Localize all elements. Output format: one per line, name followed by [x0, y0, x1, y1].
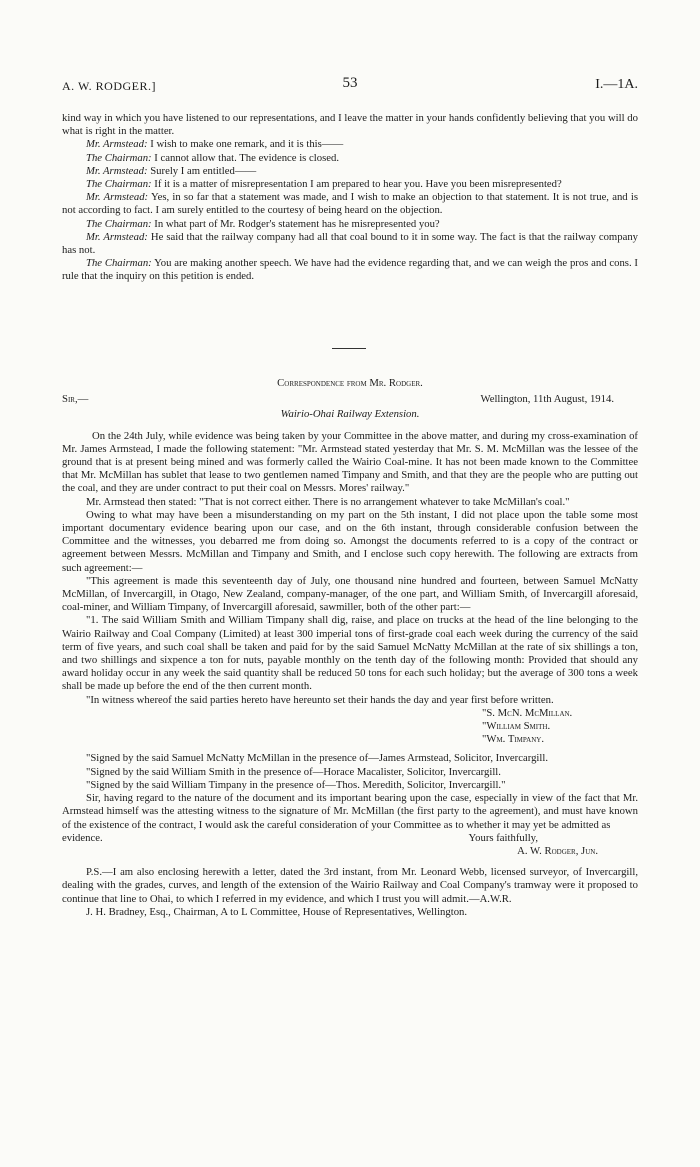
- page-header: [62, 75, 638, 100]
- attestation: "Signed by the said William Timpany in the presence of—Thos. Meredith, Solicitor, Invercargill.": [86, 778, 506, 791]
- attestation: "Signed by the said William Smith in the presence of—Horace Macalister, Solicitor, Invercargill.: [86, 765, 501, 778]
- dialogue-line: [62, 138, 638, 151]
- letter-heading: Correspondence from Mr. Rodger.: [277, 377, 423, 389]
- speaker: The Chairman:: [86, 217, 152, 230]
- letter-paragraph-end: evidence.: [62, 831, 103, 844]
- dialogue-line: [62, 231, 638, 257]
- dialogue-line: [62, 257, 638, 283]
- letter-paragraph: Mr. Armstead then stated: "That is not correct either. There is no arrangement whatever to take McMillan's coal.": [86, 495, 570, 508]
- speaker: Mr. Armstead:: [86, 191, 149, 204]
- speaker: The Chairman:: [86, 151, 152, 164]
- speech: You are making another speech. We have had the evidence regarding that, and we can weigh the pros and cons. I rule that the inquiry on this petition is ended.: [62, 257, 638, 283]
- header-author: A. W. RODGER.]: [62, 79, 157, 93]
- page-number: 53: [342, 75, 358, 91]
- speaker: The Chairman:: [86, 178, 152, 191]
- dialogue-line: [62, 165, 638, 178]
- header-reference: I.—1A.: [595, 77, 638, 92]
- closing-line: [62, 832, 638, 845]
- transcript-paragraph: kind way in which you have listened to our representations, and I leave the matter in your hands confidently believing that you will do what is right in the matter.: [62, 112, 638, 138]
- addressee: J. H. Bradney, Esq., Chairman, A to L Committee, House of Representatives, Wellington.: [86, 905, 468, 918]
- dialogue-line: [62, 152, 638, 165]
- speaker: The Chairman:: [86, 257, 152, 270]
- dialogue-line: [62, 178, 638, 191]
- attestation: "Signed by the said Samuel McNatty McMillan in the presence of—James Armstead, Solicitor, Invercargill.: [86, 752, 549, 765]
- dialogue-line: [62, 191, 638, 217]
- signature-timpany: "Wm. Timpany.: [482, 733, 544, 746]
- witness-clause: "In witness whereof the said parties hereto have hereunto set their hands the day and year first before written.: [86, 693, 554, 706]
- signature-mcmillan: "S. McN. McMillan.: [482, 706, 573, 719]
- speech: He said that the railway company had all that coal bound to it in some way. The fact is that the railway company has not.: [62, 230, 639, 257]
- closing: Yours faithfully,: [468, 831, 538, 844]
- speech: I wish to make one remark, and it is this——: [150, 138, 344, 151]
- speech: Surely I am entitled——: [150, 164, 257, 177]
- letter-section: [62, 377, 638, 919]
- postscript: P.S.—I am also enclosing herewith a letter, dated the 3rd instant, from Mr. Leonard Webb, licensed surveyor, of Invercargill, dealing with the grades, curves, and length of the extension of the Wairio Railway and Coal Company's tramway were it proposed to continue that line to Ohai, to which I referred in my evidence, and which I trust you will admit.—A.W.R.: [62, 866, 638, 905]
- signature-smith: "William Smith.: [482, 720, 551, 733]
- section-divider: [332, 348, 366, 349]
- speech: If it is a matter of misrepresentation I am prepared to hear you. Have you been misrepresented?: [154, 178, 562, 191]
- transcript-section: [62, 112, 638, 284]
- agreement-clause: "1. The said William Smith and William Timpany shall dig, raise, and place on trucks at the head of the line belonging to the Wairio Railway and Coal Company (Limited) at least 300 imperial tons of first-grade coal each week during the currency of the said term of five years, and such coal shall be taken and paid for by the said Samuel McNatty McMillan at the rate of six shillings a ton, and two shillings and sixpence a ton for nuts, payable monthly on the tenth day of the following month: Provided that should any award holiday occur in any week the said quantity shall be reduced 50 tons for each such holiday; but the average of 300 tons a week shall be made up before the end of the then current month.: [62, 614, 638, 693]
- salutation: Sir,—: [62, 393, 89, 406]
- letter-signature: A. W. Rodger, Jun.: [517, 844, 598, 857]
- letter-dateline: [62, 393, 638, 406]
- letter-subject: Wairio-Ohai Railway Extension.: [280, 408, 420, 421]
- letter-paragraph: Owing to what may have been a misunderstanding on my part on the 5th instant, I did not place upon the table some most important documentary evidence bearing upon our case, and on the 6th instant, through considerable confusion between the Committee and the witnesses, you debarred me from doing so. Amongst the documents referred to is a copy of the contract or agreement between Messrs. McMillan and Timpany and Smith, and I enclose such copy herewith. The following are extracts from such agreement:—: [62, 508, 638, 574]
- dialogue-line: [62, 218, 638, 231]
- speaker: Mr. Armstead:: [86, 138, 148, 151]
- agreement-quote: "This agreement is made this seventeenth day of July, one thousand nine hundred and fourteen, between Samuel McNatty McMillan, of Invercargill, in Otago, New Zealand, company-manager, of the one part, and William Smith, of Invercargill aforesaid, coal-miner, and William Timpany, of Invercargill aforesaid, sawmiller, both of the other part:—: [62, 574, 638, 614]
- letter-paragraph: Sir, having regard to the nature of the document and its important bearing upon the case, especially in view of the fact that Mr. Armstead himself was the attesting witness to the signature of Mr. McMillan (the first party to the agreement), and must have known of the existence of the contract, I would ask the careful consideration of your Committee as to whether it may yet be admitted as: [62, 792, 638, 831]
- speech: In what part of Mr. Rodger's statement has he misrepresented you?: [154, 217, 440, 230]
- letter-paragraph: On the 24th July, while evidence was being taken by your Committee in the above matter, and during my cross-examination of Mr. James Armstead, I made the following statement: "Mr. Armstead stated yesterday that Mr. S. M. McMillan was the lessee of the ground that is at present being mined and was formerly called the Wairio Coal-mine. It has not been made known to the Committee that Mr. McMillan has sublet that lease to two gentlemen named Timpany and Smith, and that they are the people who are putting out the coal, and they are under contract to put their coal on Messrs. Mores' railway.": [62, 429, 638, 495]
- speaker: Mr. Armstead:: [86, 230, 148, 243]
- speech: I cannot allow that. The evidence is closed.: [154, 151, 339, 164]
- speaker: Mr. Armstead:: [86, 164, 148, 177]
- speech: Yes, in so far that a statement was made, and I wish to make an objection to that statement. It is not true, and is not according to fact. I am surely entitled to the courtesy of being heard on the objection.: [62, 191, 638, 217]
- place-date: Wellington, 11th August, 1914.: [480, 393, 614, 406]
